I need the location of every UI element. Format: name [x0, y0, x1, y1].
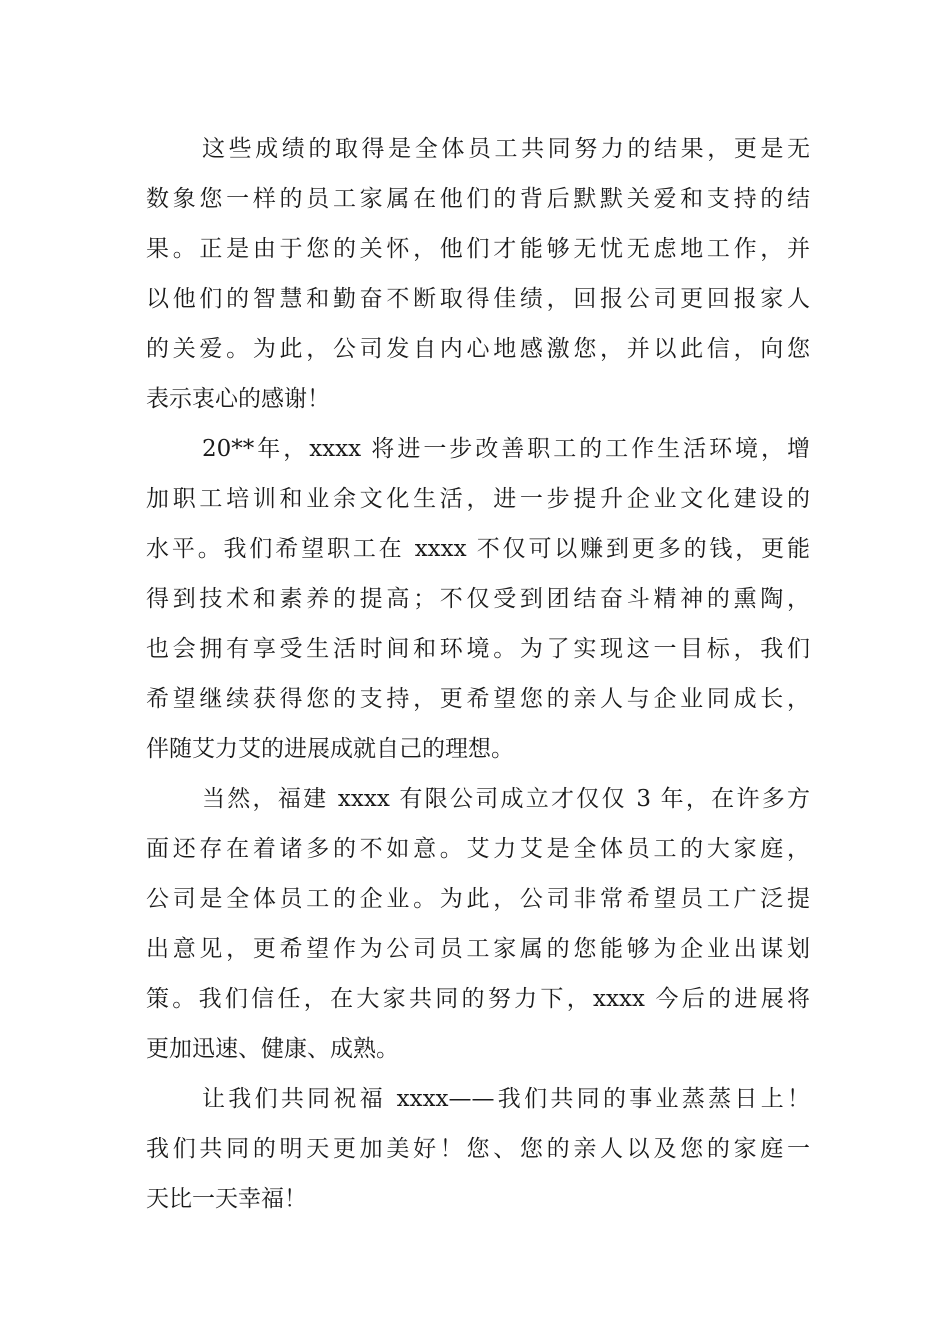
paragraph-line: 我们共同的明天更加美好！您、您的亲人以及您的家庭一	[146, 1136, 810, 1162]
paragraph-line: 天比一天幸福！	[146, 1186, 307, 1212]
paragraph-line: 策。我们信任，在大家共同的努力下，xxxx 今后的进展将	[146, 986, 810, 1012]
paragraph-line: 加职工培训和业余文化生活，进一步提升企业文化建设的	[146, 486, 810, 512]
paragraph-2	[146, 424, 810, 774]
letter-body	[146, 124, 810, 1224]
paragraph-4	[146, 1074, 810, 1224]
paragraph-line: 的关爱。为此，公司发自内心地感激您，并以此信，向您	[146, 336, 810, 362]
paragraph-line: 希望继续获得您的支持，更希望您的亲人与企业同成长，	[146, 686, 810, 712]
paragraph-line: 出意见，更希望作为公司员工家属的您能够为企业出谋划	[146, 936, 810, 962]
paragraph-line: 水平。我们希望职工在 xxxx 不仅可以赚到更多的钱，更能	[146, 536, 810, 562]
paragraph-line: 表示衷心的感谢！	[146, 386, 330, 412]
paragraph-line: 果。正是由于您的关怀，他们才能够无忧无虑地工作，并	[146, 236, 810, 262]
paragraph-line: 20**年，xxxx 将进一步改善职工的工作生活环境，增	[202, 436, 810, 462]
paragraph-line: 面还存在着诸多的不如意。艾力艾是全体员工的大家庭，	[146, 836, 810, 862]
paragraph-line: 得到技术和素养的提高；不仅受到团结奋斗精神的熏陶，	[146, 586, 810, 612]
paragraph-1	[146, 124, 810, 424]
paragraph-line: 数象您一样的员工家属在他们的背后默默关爱和支持的结	[146, 186, 810, 212]
paragraph-line: 当然，福建 xxxx 有限公司成立才仅仅 3 年，在许多方	[202, 786, 810, 812]
paragraph-line: 更加迅速、健康、成熟。	[146, 1036, 399, 1062]
paragraph-3	[146, 774, 810, 1074]
paragraph-line: 公司是全体员工的企业。为此，公司非常希望员工广泛提	[146, 886, 810, 912]
paragraph-line: 也会拥有享受生活时间和环境。为了实现这一目标，我们	[146, 636, 810, 662]
paragraph-line: 伴随艾力艾的进展成就自己的理想。	[146, 736, 514, 762]
paragraph-line: 以他们的智慧和勤奋不断取得佳绩，回报公司更回报家人	[146, 286, 810, 312]
paragraph-line: 让我们共同祝福 xxxx——我们共同的事业蒸蒸日上！	[202, 1086, 810, 1112]
paragraph-line: 这些成绩的取得是全体员工共同努力的结果，更是无	[202, 136, 810, 162]
